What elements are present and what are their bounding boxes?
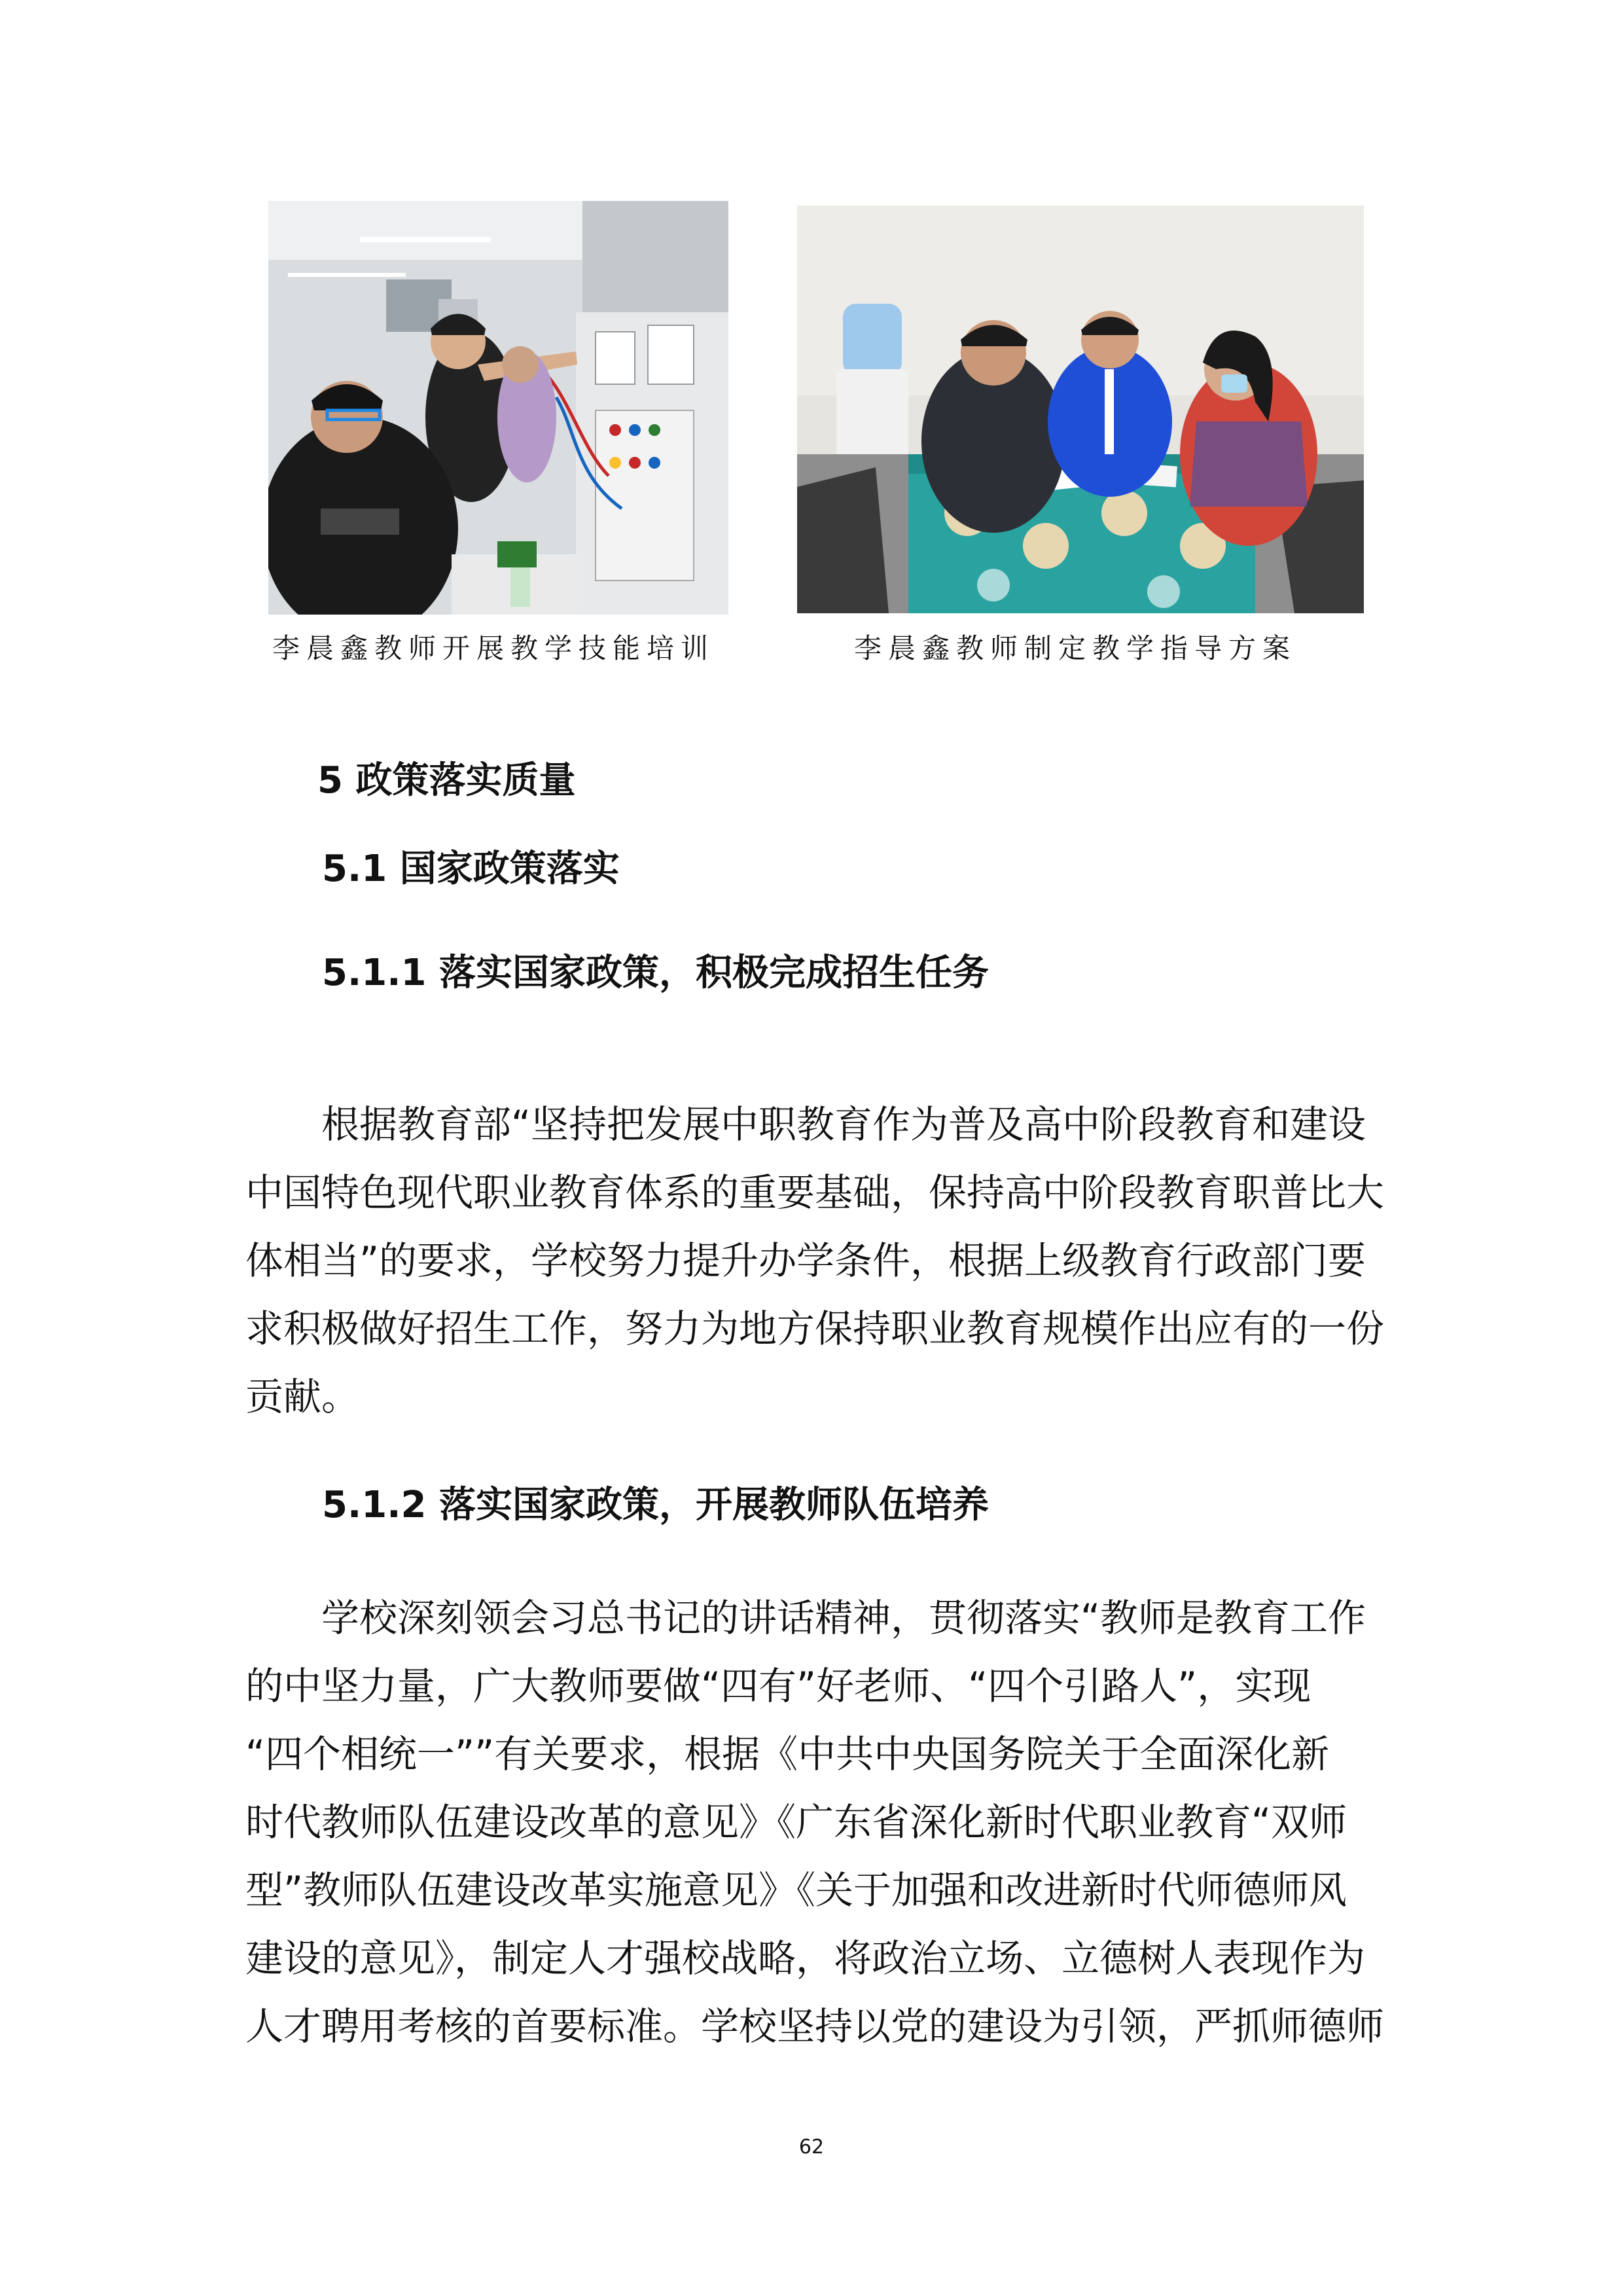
paragraph-line: 时代教师队伍建设改革的意见》《广东省深化新时代职业教育“双师 (245, 1800, 1347, 1844)
subsection-heading (322, 840, 620, 892)
paragraph-line: 人才聘用考核的首要标准。学校坚持以党的建设为引领，严抓师德师 (245, 2004, 1385, 2049)
figure-caption-right: 李晨鑫教师制定教学指导方案 (854, 632, 1297, 664)
section-number: 5 (317, 759, 343, 802)
item-heading-5-1-1: 5.1.1 落实国家政策，积极完成招生任务 (322, 952, 989, 994)
item-heading-5-1-2: 5.1.2 落实国家政策，开展教师队伍培养 (322, 1484, 989, 1526)
paragraph-enrollment (245, 1090, 1385, 1431)
paragraph-line: 根据教育部“坚持把发展中职教育作为普及高中阶段教育和建设 (321, 1102, 1366, 1147)
paragraph-line: 建设的意见》，制定人才强校战略，将政治立场、立德树人表现作为 (245, 1936, 1366, 1981)
subsection-title: 国家政策落实 (399, 848, 620, 890)
paragraph-line: 学校深刻领会习总书记的讲话精神，贯彻落实“教师是教育工作 (321, 1596, 1366, 1640)
subsection-number: 5.1 (322, 848, 387, 890)
paragraph-line: 求积极做好招生工作，努力为地方保持职业教育规模作出应有的一份 (245, 1306, 1385, 1351)
paragraph-line: 中国特色现代职业教育体系的重要基础，保持高中阶段教育职普比大 (245, 1170, 1385, 1215)
section-title: 政策落实质量 (355, 759, 576, 802)
paragraph-teacher-training (245, 1584, 1385, 2060)
page-number: 62 (798, 2136, 825, 2159)
section-heading (317, 751, 575, 804)
paragraph-line: 贡献。 (245, 1374, 360, 1419)
paragraph-line: 型”教师队伍建设改革实施意见》《关于加强和改进新时代师德师风 (245, 1868, 1347, 1912)
paragraph-line: 的中坚力量，广大教师要做“四有”好老师、“四个引路人”，实现 (245, 1664, 1311, 1708)
paragraph-line: 体相当”的要求，学校努力提升办学条件，根据上级教育行政部门要 (245, 1238, 1366, 1283)
figure-caption-left: 李晨鑫教师开展教学技能培训 (272, 632, 715, 664)
paragraph-line: “四个相统一””有关要求，根据《中共中央国务院关于全面深化新 (245, 1732, 1330, 1776)
photo-teaching-skills-training (268, 201, 728, 615)
photo-teaching-guidance-plan (797, 206, 1364, 613)
